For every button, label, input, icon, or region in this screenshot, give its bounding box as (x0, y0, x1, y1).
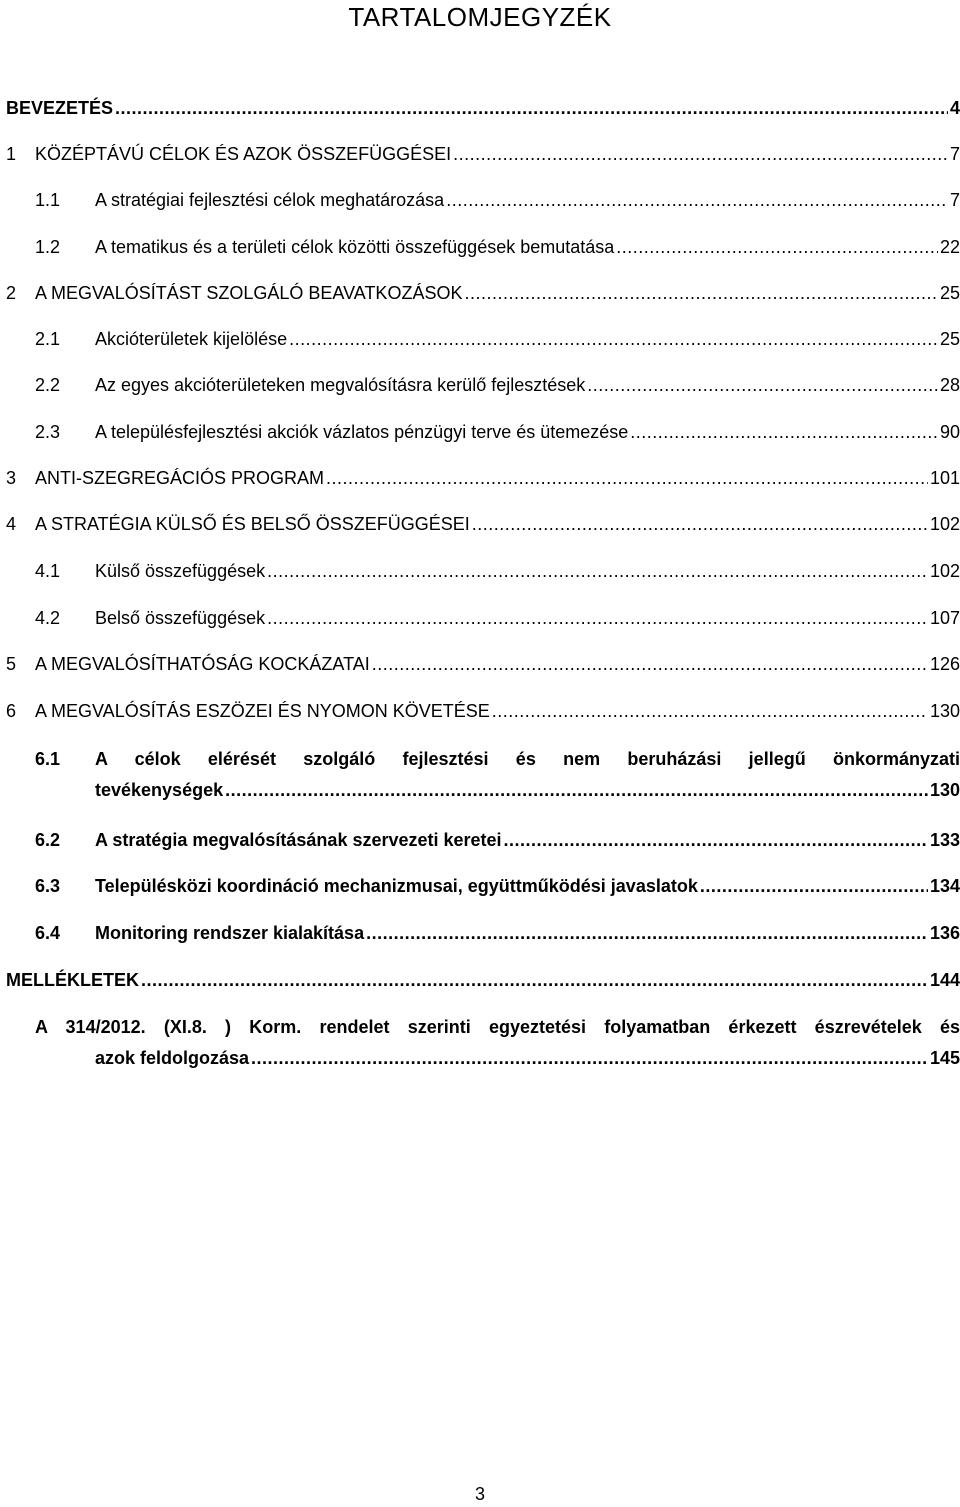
toc-entry-2-3[interactable] (6, 417, 960, 447)
toc-entry-6-2[interactable] (6, 825, 960, 855)
dot-leader (504, 825, 928, 855)
toc-entry-mellekletek[interactable] (6, 965, 960, 995)
toc-entry-text-line1: A célok elérését szolgáló fejlesztési és nem beruházási jellegű önkormányzati (95, 749, 960, 769)
dot-leader (472, 509, 928, 539)
toc-entry-number: 4.2 (35, 608, 61, 628)
toc-entry-page: 145 (929, 1048, 960, 1068)
toc-entry-text: MELLÉKLETEK (6, 970, 139, 990)
dot-leader (141, 965, 928, 995)
toc-entry-page: 4 (949, 98, 960, 118)
toc-entry-number: 2.2 (35, 375, 61, 395)
dot-leader (492, 696, 928, 726)
toc-entry-number: 2.3 (35, 422, 61, 442)
toc-entry-1-1[interactable] (6, 185, 960, 215)
toc-entry-6[interactable] (6, 696, 960, 726)
toc-entry-number: 6.4 (35, 923, 61, 943)
dot-leader (616, 232, 938, 262)
toc-entry-text: A STRATÉGIA KÜLSŐ ÉS BELSŐ ÖSSZEFÜGGÉSEI (35, 514, 470, 534)
toc-entry-page: 107 (929, 608, 960, 628)
toc-entry-number: 1.2 (35, 237, 61, 257)
toc-entry-text: KÖZÉPTÁVÚ CÉLOK ÉS AZOK ÖSSZEFÜGGÉSEI (35, 144, 452, 164)
toc-entry-number: 6.2 (35, 830, 61, 850)
toc-entry-page: 7 (949, 190, 960, 210)
toc-entry-6-3[interactable] (6, 871, 960, 901)
dot-leader (251, 1043, 928, 1074)
toc-entry-text: Településközi koordináció mechanizmusai, együttműködési javaslatok (95, 876, 698, 896)
toc-entry-annex[interactable] (35, 1012, 960, 1074)
dot-leader (267, 556, 928, 586)
page-number: 3 (474, 1484, 485, 1504)
toc-entry-2-2[interactable] (6, 370, 960, 400)
toc-entry-6-4[interactable] (6, 918, 960, 948)
dot-leader (587, 370, 938, 400)
toc-entry-number: 6 (6, 701, 17, 721)
toc-entry-number: 2.1 (35, 329, 61, 349)
toc-entry-text: Akcióterületek kijelölése (95, 329, 288, 349)
toc-entry-page: 28 (939, 375, 960, 395)
toc-entry-2[interactable] (6, 278, 960, 308)
toc-entry-6-1[interactable] (6, 744, 960, 806)
toc-entry-text: A településfejlesztési akciók vázlatos pénzügyi terve és ütemezése (95, 422, 629, 442)
toc-entry-text: Belső összefüggések (95, 608, 266, 628)
dot-leader (225, 775, 928, 806)
toc-entry-2-1[interactable] (6, 324, 960, 354)
toc-entry-number: 3 (6, 468, 17, 488)
toc-entry-text: BEVEZETÉS (6, 98, 114, 118)
toc-entry-page: 134 (929, 876, 960, 896)
toc-entry-number: 6.1 (35, 749, 61, 769)
toc-entry-page: 130 (929, 701, 960, 721)
toc-entry-3[interactable] (6, 463, 960, 493)
toc-entry-text: Monitoring rendszer kialakítása (95, 923, 365, 943)
toc-entry-number: 6.3 (35, 876, 61, 896)
toc-entry-text-line2: tevékenységek (95, 780, 224, 800)
dot-leader (289, 324, 938, 354)
dot-leader (630, 417, 938, 447)
toc-entry-text: A stratégiai fejlesztési célok meghatározása (95, 190, 445, 210)
toc-entry-text: A MEGVALÓSÍTÁST SZOLGÁLÓ BEAVATKOZÁSOK (35, 283, 463, 303)
toc-entry-page: 25 (939, 329, 960, 349)
toc-entry-page: 136 (929, 923, 960, 943)
toc-entry-number: 1 (6, 144, 17, 164)
toc-entry-number: 4 (6, 514, 17, 534)
dot-leader (372, 649, 928, 679)
toc-entry-text: ANTI-SZEGREGÁCIÓS PROGRAM (35, 468, 325, 488)
toc-entry-page: 126 (929, 654, 960, 674)
toc-entry-page: 7 (949, 144, 960, 164)
toc-entry-text: Külső összefüggések (95, 561, 266, 581)
toc-entry-text: A stratégia megvalósításának szervezeti keretei (95, 830, 502, 850)
toc-entry-number: 2 (6, 283, 17, 303)
toc-entry-4-2[interactable] (6, 603, 960, 633)
toc-entry-4[interactable] (6, 509, 960, 539)
toc-entry-5[interactable] (6, 649, 960, 679)
dot-leader (446, 185, 948, 215)
toc-title: TARTALOMJEGYZÉK (348, 2, 612, 32)
toc-entry-number: 1.1 (35, 190, 61, 210)
dot-leader (464, 278, 938, 308)
dot-leader (453, 139, 948, 169)
toc-entry-text-line1: A 314/2012. (XI.8. ) Korm. rendelet szerinti egyeztetési folyamatban érkezett észrevételek és (35, 1017, 960, 1037)
toc-entry-page: 102 (929, 561, 960, 581)
toc-entry-page: 101 (929, 468, 960, 488)
toc-entry-text: A tematikus és a területi célok közötti összefüggések bemutatása (95, 237, 615, 257)
toc-entry-text: A MEGVALÓSÍTHATÓSÁG KOCKÁZATAI (35, 654, 370, 674)
toc-entry-page: 102 (929, 514, 960, 534)
toc-entry-bevezetes[interactable] (6, 93, 960, 123)
toc-entry-1[interactable] (6, 139, 960, 169)
toc-entry-text: Az egyes akcióterületeken megvalósításra kerülő fejlesztések (95, 375, 586, 395)
toc-entry-page: 133 (929, 830, 960, 850)
toc-entry-text: A MEGVALÓSÍTÁS ESZÖZEI ÉS NYOMON KÖVETÉSE (35, 701, 490, 721)
toc-entry-page: 25 (939, 283, 960, 303)
dot-leader (326, 463, 928, 493)
toc-entry-4-1[interactable] (6, 556, 960, 586)
toc-entry-page: 22 (939, 237, 960, 257)
toc-entry-1-2[interactable] (6, 232, 960, 262)
toc-entry-number: 4.1 (35, 561, 61, 581)
toc-entry-page: 130 (929, 780, 960, 800)
toc-entry-number: 5 (6, 654, 17, 674)
dot-leader (700, 871, 928, 901)
toc-entry-page: 144 (929, 970, 960, 990)
dot-leader (115, 93, 948, 123)
dot-leader (366, 918, 928, 948)
dot-leader (267, 603, 928, 633)
toc-entry-text-line2: azok feldolgozása (95, 1048, 250, 1068)
toc-entry-page: 90 (939, 422, 960, 442)
